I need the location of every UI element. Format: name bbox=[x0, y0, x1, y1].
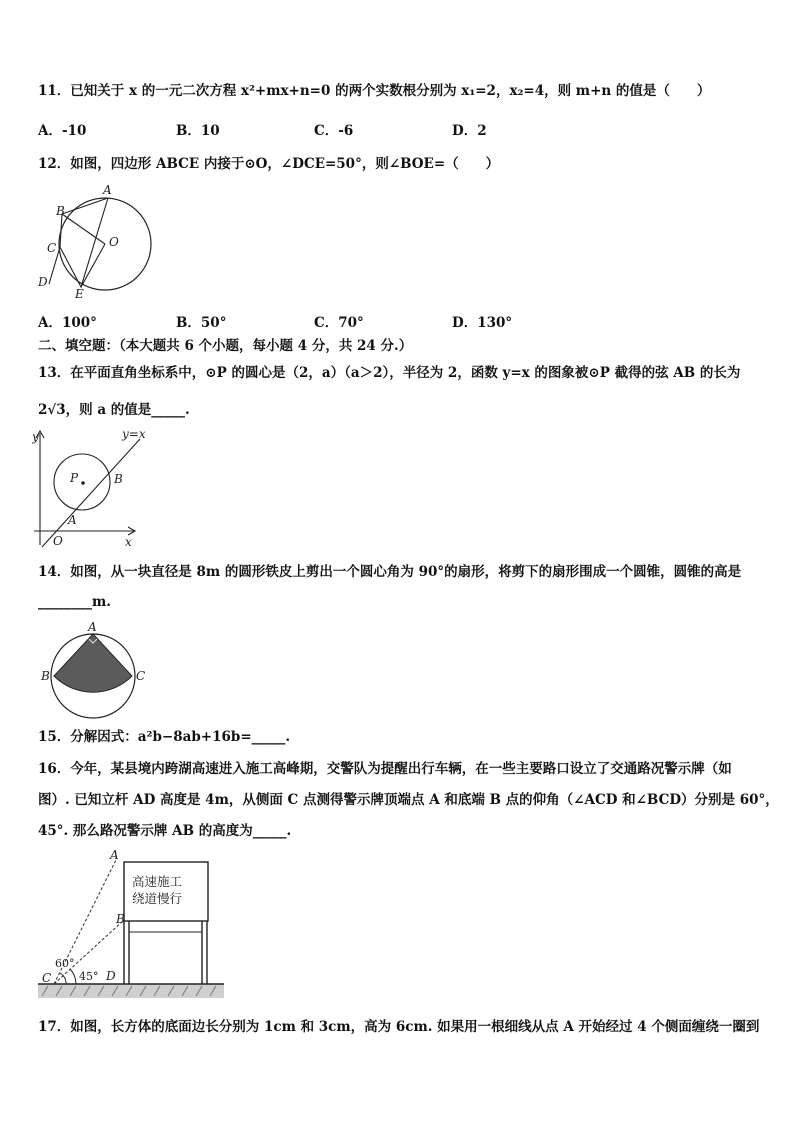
q13-coordinate-figure bbox=[32, 427, 152, 551]
q12-label-o: O bbox=[109, 235, 119, 249]
q17-stem: 17．如图，长方体的底面边长分别为 1cm 和 3cm，高为 6cm. 如果用一根细线从点 A 开始经过 4 个侧面缠绕一圈到 bbox=[38, 1019, 760, 1035]
q16-stem-line1: 16．今年，某县境内跨湖高速进入施工高峰期，交警队为提醒出行车辆，在一些主要路口设立了交通路况警示牌（如 bbox=[38, 761, 732, 777]
q13-label-x: x bbox=[125, 535, 132, 549]
q12-label-d: D bbox=[38, 275, 48, 289]
q12-label-c: C bbox=[47, 241, 57, 255]
q13-label-p: P bbox=[70, 471, 79, 485]
q13-stem-line1: 13．在平面直角坐标系中，⊙P 的圆心是（2，a）（a＞2），半径为 2，函数 y=x 的图象被⊙P 截得的弦 AB 的长为 bbox=[38, 365, 741, 381]
q12-circle-figure bbox=[34, 184, 154, 302]
q16-sign-text-line1: 高速施工 bbox=[132, 874, 183, 889]
q16-label-d: D bbox=[106, 969, 116, 983]
q14-label-a: A bbox=[88, 620, 97, 634]
q13-stem-line2: 2√3，则 a 的值是_____. bbox=[38, 402, 190, 418]
q16-stem-line3: 45°. 那么路况警示牌 AB 的高度为_____. bbox=[38, 823, 292, 839]
q16-sign-text-line2: 绕道慢行 bbox=[132, 891, 183, 906]
q12-option-c: C．70° bbox=[314, 315, 364, 331]
q11-option-d: D．2 bbox=[452, 123, 487, 139]
q11-option-a: A．-10 bbox=[38, 123, 87, 139]
q11-option-b: B．10 bbox=[176, 123, 220, 139]
q16-angle-60: 60° bbox=[55, 957, 75, 970]
q16-label-a: A bbox=[110, 848, 119, 862]
q13-label-a: A bbox=[68, 513, 77, 527]
q11-option-c: C．-6 bbox=[314, 123, 354, 139]
q13-label-o: O bbox=[53, 534, 63, 548]
q14-sector-figure bbox=[38, 620, 150, 724]
q14-label-b: B bbox=[41, 669, 50, 683]
q12-stem: 12．如图，四边形 ABCE 内接于⊙O，∠DCE=50°，则∠BOE=（ ） bbox=[38, 156, 500, 172]
q13-label-yx: y=x bbox=[122, 427, 146, 441]
q16-stem-line2: 图）. 已知立杆 AD 高度是 4m，从侧面 C 点测得警示牌顶端点 A 和底端 B 点的仰角（∠ACD 和∠BCD）分别是 60°， bbox=[38, 792, 779, 808]
q16-angle-45: 45° bbox=[79, 970, 99, 983]
q12-option-a: A．100° bbox=[38, 315, 97, 331]
q12-label-e: E bbox=[75, 287, 84, 301]
q14-label-c: C bbox=[136, 669, 146, 683]
q12-label-b: B bbox=[56, 204, 65, 218]
q15-stem: 15．分解因式：a²b−8ab+16b=_____. bbox=[38, 729, 291, 745]
q14-stem-line2: ________m. bbox=[38, 594, 111, 610]
section-2-heading: 二、填空题：（本大题共 6 个小题，每小题 4 分，共 24 分.） bbox=[38, 338, 413, 354]
q11-stem: 11．已知关于 x 的一元二次方程 x²+mx+n=0 的两个实数根分别为 x₁=2，x₂=4，则 m+n 的值是（ ） bbox=[38, 83, 711, 99]
q16-label-c: C bbox=[42, 971, 52, 985]
q13-label-b: B bbox=[114, 472, 123, 486]
q12-option-d: D．130° bbox=[452, 315, 513, 331]
q12-label-a: A bbox=[103, 184, 112, 197]
q12-option-b: B．50° bbox=[176, 315, 227, 331]
q14-stem-line1: 14．如图，从一块直径是 8m 的圆形铁皮上剪出一个圆心角为 90°的扇形，将剪下的扇形围成一个圆锥，圆锥的高是 bbox=[38, 564, 742, 580]
q13-label-y: y bbox=[32, 430, 39, 444]
q16-sign-figure bbox=[36, 848, 228, 1004]
q16-label-b: B bbox=[116, 912, 125, 926]
